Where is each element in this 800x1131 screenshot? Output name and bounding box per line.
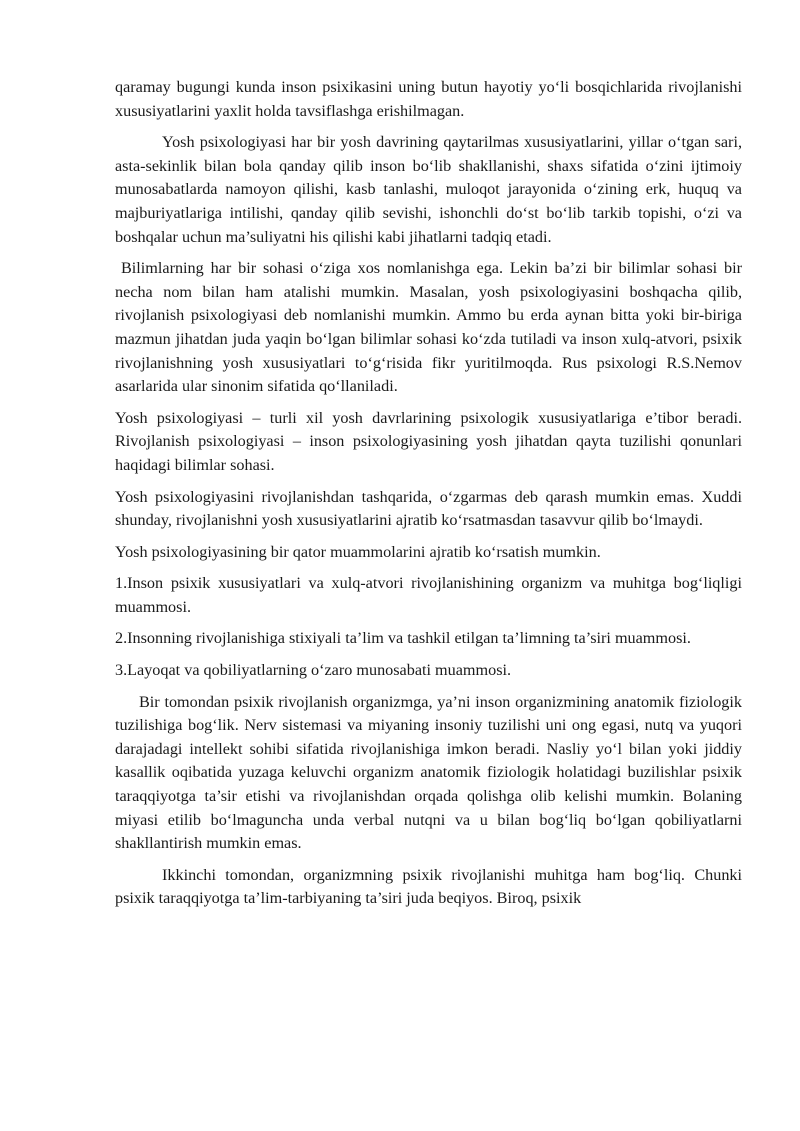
paragraph-age-vs-development: Yosh psixologiyasi – turli xil yosh davrlarining psixologik xususiyatlariga e’tibor beradi. Rivojlanish psixologiyasi – inson psixologiyasining yosh jihatdan qayta tuzilishi qonunlari haqidagi bilimlar sohasi.	[115, 408, 742, 474]
paragraph-problems-intro: Yosh psixologiyasining bir qator muammolarini ajratib ko‘rsatish mumkin.	[115, 542, 601, 561]
list-item-problem-1: 1.Inson psixik xususiyatlari va xulq-atvori rivojlanishining organizm va muhitga bog‘liqligi muammosi.	[115, 574, 742, 616]
paragraph-age-psychology-definition: Yosh psixologiyasi har bir yosh davrining qaytarilmas xususiyatlarini, yillar o‘tgan sari, asta-sekinlik bilan bola qanday qilib inson bo‘lib shakllanishi, shaxs sifatida o‘zini ijtimoiy munosabatlarda namoyon qilishi, kasb tanlashi, muloqot jarayonida o‘zining erk, huquq va majburiyatlariga intilishi, qanday qilib sevishi, ishonchli do‘st bo‘lib tarkib topishi, o‘zi va boshqalar uchun ma’suliyatni his qilishi kabi jihatlarni tadqiq etadi.	[115, 133, 742, 246]
paragraph-environment-dependence: Ikkinchi tomondan, organizmning psixik rivojlanishi muhitga ham bog‘liq. Chunki psixik taraqqiyotga ta’lim-tarbiyaning ta’siri juda beqiyos. Biroq, psixik	[115, 865, 742, 908]
paragraph-development-inseparable: Yosh psixologiyasini rivojlanishdan tashqarida, o‘zgarmas deb qarash mumkin emas. Xuddi shunday, rivojlanishni yosh xususiyatlarini ajratib ko‘rsatmasdan tasavvur qilib bo‘lmaydi.	[115, 487, 742, 530]
list-item-problem-3: 3.Layoqat va qobiliyatlarning o‘zaro munosabati muammosi.	[115, 661, 512, 680]
paragraph-knowledge-naming: Bilimlarning har bir sohasi o‘ziga xos nomlanishga ega. Lekin ba’zi bir bilimlar sohasi bir necha nom bilan ham atalishi mumkin. Masalan, yosh psixologiyasini boshqacha qilib, rivojlanish psixologiyasi deb nomlanishi mumkin. Ammo bu erda aynan bitta yoki bir-biriga mazmun jihatdan juda yaqin bo‘lgan bilimlar sohasi ko‘zda tutiladi va inson xulq-atvori, psixik rivojlanishning yosh xususiyatlari to‘g‘risida fikr yuritilmoqda. Rus psixologi R.S.Nemov asarlarida ular sinonim sifatida qo‘llaniladi.	[115, 259, 742, 396]
paragraph-intro-continuation: qaramay bugungi kunda inson psixikasini uning butun hayotiy yo‘li bosqichlarida rivojlanishi xususiyatlarini yaxlit holda tavsiflashga erishilmagan.	[115, 78, 742, 120]
list-item-problem-2: 2.Insonning rivojlanishiga stixiyali ta’lim va tashkil etilgan ta’limning ta’siri muammosi.	[115, 629, 691, 648]
paragraph-organism-dependence: Bir tomondan psixik rivojlanish organizmga, ya’ni inson organizmining anatomik fiziologik tuzilishiga bog‘lik. Nerv sistemasi va miyaning insoniy tuzilishi uni ong egasi, nutq va yuqori darajadagi intellekt sohibi sifatida rivojlanishiga imkon beradi. Nasliy yo‘l bilan yoki jiddiy kasallik oqibatida yuzaga keluvchi organizm anatomik fiziologik holatidagi buzilishlar psixik taraqqiyotga ta’sir etishi va rivojlanishdan orqada qolishga olib kelishi mumkin. Bolaning miyasi etilib bo‘lmaguncha unda verbal nutqni va u bilan bog‘liq bo‘lgan qobiliyatlarni shakllantirish mumkin emas.	[115, 692, 742, 853]
